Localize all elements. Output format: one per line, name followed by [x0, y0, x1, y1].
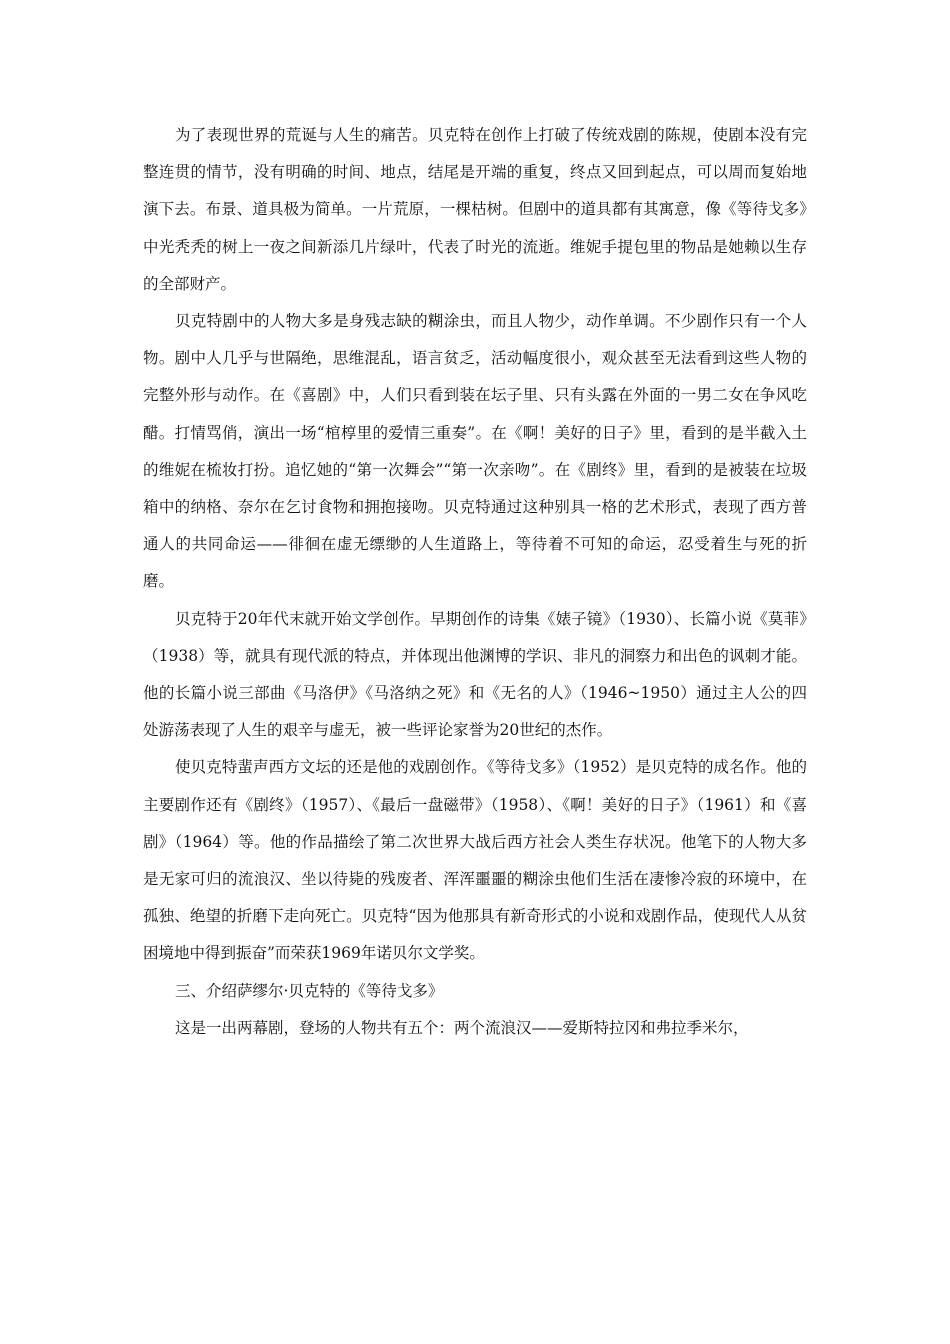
paragraph-absurd-stage: 为了表现世界的荒诞与人生的痛苦。贝克特在创作上打破了传统戏剧的陈规，使剧本没有完整连贯的情节，没有明确的时间、地点，结尾是开端的重复，终点又回到起点，可以周而复始地演下去。布景、道具极为简单。一片荒原，一棵枯树。但剧中的道具都有其寓意，像《等待戈多》中光秃秃的树上一夜之间新添几片绿叶，代表了时光的流逝。维妮手提包里的物品是她赖以生存的全部财产。 [143, 126, 807, 293]
paragraph-early-works: 贝克特于20年代末就开始文学创作。早期创作的诗集《婊子镜》（1930）、长篇小说《莫菲》（1938）等，就具有现代派的特点，并体现出他渊博的学识、非凡的洞察力和出色的讽刺才能。他的长篇小说三部曲《马洛伊》《马洛纳之死》和《无名的人》（1946~1950）通过主人公的四处游荡表现了人生的艰辛与虚无，被一些评论家誉为20世纪的杰作。 [143, 609, 807, 740]
document-body [143, 117, 807, 1047]
paragraph-waiting-for-godot: 这是一出两幕剧，登场的人物共有五个：两个流浪汉——爱斯特拉冈和弗拉季米尔， [175, 1018, 749, 1037]
paragraph-drama-works: 使贝克特蜚声西方文坛的还是他的戏剧创作。《等待戈多》（1952）是贝克特的成名作。他的主要剧作还有《剧终》（1957）、《最后一盘磁带》（1958）、《啊！美好的日子》（1961）和《喜剧》（1964）等。他的作品描绘了第二次世界大战后西方社会人类生存状况。他笔下的人物大多是无家可归的流浪汉、坐以待毙的残废者、浑浑噩噩的糊涂虫他们生活在凄惨冷寂的环境中，在孤独、绝望的折磨下走向死亡。贝克特“因为他那具有新奇形式的小说和戏剧作品，使现代人从贫困境地中得到振奋”而荣获1969年诺贝尔文学奖。 [143, 758, 807, 963]
paragraph-characters: 贝克特剧中的人物大多是身残志缺的糊涂虫，而且人物少，动作单调。不少剧作只有一个人物。剧中人几乎与世隔绝，思维混乱，语言贫乏，活动幅度很小，观众甚至无法看到这些人物的完整外形与动作。在《喜剧》中，人们只看到装在坛子里、只有头露在外面的一男二女在争风吃醋。打情骂俏，演出一场“棺椁里的爱情三重奏”。在《啊！美好的日子》里，看到的是半截入土的维妮在梳妆打扮。追忆她的“第一次舞会”“第一次亲吻”。在《剧终》里，看到的是被装在垃圾箱中的纳格、奈尔在乞讨食物和拥抱接吻。贝克特通过这种别具一格的艺术形式，表现了西方普通人的共同命运——徘徊在虚无缥缈的人生道路上，等待着不可知的命运，忍受着生与死的折磨。 [143, 312, 807, 591]
section-heading: 三、介绍萨缪尔·贝克特的《等待戈多》 [175, 981, 444, 1000]
